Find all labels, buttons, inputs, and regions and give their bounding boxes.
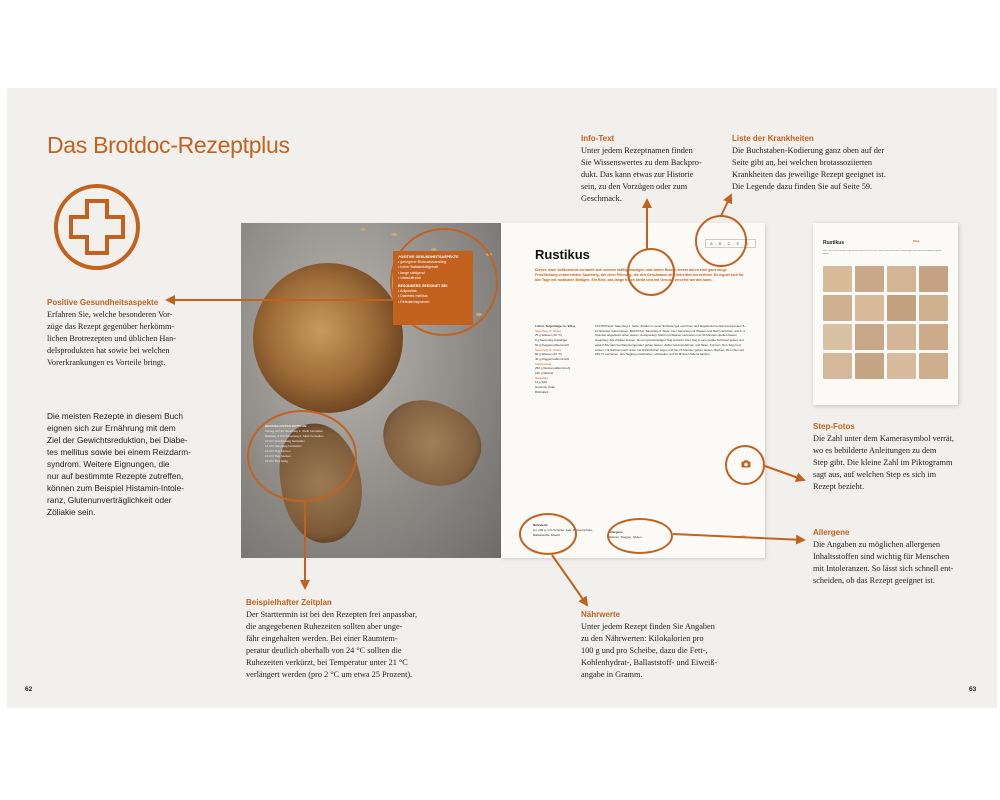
- zeitplan-heading: Beispielhafter Zeitplan: [246, 598, 332, 607]
- info-text-body: Unter jedem Rezeptnamen finden Sie Wissenswertes zu dem Backpro- dukt. Das kann etwas zur Historie sein, zu den Vorzügen oder zum Geschmack.: [581, 146, 702, 203]
- step-page-text: Den Teig zu einer straffen Kugel formen und mit Schluss nach unten in den bemehlten Gärkorb legen. Anschließend abgedeckt gehen lassen.: [823, 250, 942, 255]
- line-allergene: [673, 534, 804, 540]
- recipe-title: Rustikus: [535, 247, 590, 262]
- nutrition-block: Nährwerte pro 100 g / pro Scheibe, Fett, Kohlenhydrate, Ballaststoffe, Eiweiß: [533, 523, 593, 537]
- allergene-body: Die Angaben zu möglichen allergenen Inhaltsstoffen sind wichtig für Menschen mit Intoleranzen. So lässt sich schnell ent- scheiden, ob das Rezept geeignet ist.: [813, 540, 954, 585]
- krankheiten-heading: Liste der Krankheiten: [732, 134, 814, 143]
- naehrwerte-heading: Nährwerte: [581, 610, 621, 619]
- diet-text: Die meisten Rezepte in diesem Buch eignen sich zur Ernährung mit dem Ziel der Gewichtsreduktion, bei Diabe- tes mellitus sowie bei einem Reizdarm- syndrom. Weitere Eignungen, die nur auf bestimmte Rezepte zutreffen, können zum Beispiel Histamin-Intole- ranz, Glutenunverträglichkeit oder Zöliakie sein.: [47, 411, 191, 517]
- book-spread: [7, 88, 997, 708]
- left-page-number: 62: [25, 686, 33, 693]
- step-fotos-body: Die Zahl unter dem Kamerasymbol verrät, wo es bebilderte Anleitungen zu dem Step gibt. Die kleine Zahl im Piktogramm sagt aus, auf welchen Step es sich im Rezept bezieht.: [813, 434, 954, 491]
- info-text-heading: Info-Text: [581, 134, 615, 143]
- recipe-page-number: 63: [741, 535, 745, 539]
- positive-text: Erfahren Sie, welche besonderen Vor- züge das Rezept gegenüber herkömm- lichen Brotrezepten und üblichen Han- delsprodukten hat sowie bei welchen Vorerkrankungen es Vorteile bringt.: [47, 310, 177, 367]
- positive-heading: Positive Gesundheitsaspekte: [47, 298, 159, 307]
- schedule-box: BEISPIELHAFTER ZEITPLAN Vortag, 20 Uhr Sauerteig 1. Stufe herstellen Backtag, 8 Uhr Sauerteig 2. Stufe herstellen 10 Uhr Autolyseteig herstellen 11 Uhr Hauptteig herstellen 13 Uhr Teig formen 14 Uhr Teig backen 15 Uhr Brot fertig: [265, 424, 324, 463]
- page-title: Das Brotdoc-Rezeptplus: [47, 132, 290, 158]
- line-naehrwerte: [552, 555, 587, 605]
- recipe-intro: Dieses reine Vollkornbrot verdankt sich seinem kräftig-würzigen und zarten Bissen einem durch eine ganz lange Frischteilung vorbereiteten Sauerteig, der einer Führung, die den Geschmack des Getreides hervorhebt. Es eignet sich für alle Tage mit rustikalen Belägen. Ein Brot, das lange frisch bleibt und mit Genuss verzehrt werden kann.: [535, 268, 744, 283]
- step-fotos-heading: Step-Fotos: [813, 422, 855, 431]
- health-info-box: POSITIVE GESUNDHEITSASPEKTE • geringerer Blutzuckeranstieg • hoher Ballaststoffgehalt • lange sättigend • vitalstoffreich BESONDERS GEEIGNET BEI • Adipositas • Diabetes mellitus • Reizdarmsyndrom: [393, 251, 473, 325]
- zeitplan-body: Der Starttermin ist bei den Rezepten frei anpassbar, die angegebenen Ruhezeiten sollten aber unge- fähr eingehalten werden. Bei einer Raumtem- peratur deutlich oberhalb von 24 °C sollten die Ruhezeiten verkürzt, bei Temperatur unter 21 °C verlängert werden (pro 2 °C um etwa 25 Prozent).: [246, 610, 418, 679]
- krankheiten-body: Die Buchstaben-Kodierung ganz oben auf der Seite gibt an, bei welchen brotassoziierten Krankheiten das jeweilige Rezept geeignet ist. Die Legende dazu finden Sie auf Seite 59.: [732, 146, 886, 191]
- allergen-block: Allergene Weizen, Roggen, Gluten: [609, 530, 642, 539]
- step-page-title: Rustikus: [823, 240, 845, 246]
- method-text: KONTROLLE: Sauerteig 1. Stufe: Zutaten in einer Schüssel gut verrühren und abgedeckt bei Raumtemperatur 8–10 Stunden reifen lassen. BACKTAG: Sauerteig 2. Stufe: Den Sauerteig mit Wasser und Mehl verrühren und 3–4 Stunden abgedeckt reifen lassen. Autolyseteig: Mehl und Wasser verkneten und 30 Minuten quellen lassen. Hauptteig: Alle Zutaten kneten, bis ein geschmeidiger Teig entsteht. Den Teig in eine geölte Schüssel geben und etwa 2 Stunden bei Raumtemperatur gehen lassen, dabei zweimal dehnen und falten. Formen: Den Teig rund wirken, mit Schluss nach unten ins Gärkörbchen legen und 60–75 Minuten gehen lassen. Backen: Den Ofen auf 250 °C vorheizen, den Teigling einschießen, schwaden und 50 Minuten fallend backen.: [595, 324, 746, 357]
- allergene-heading: Allergene: [813, 528, 850, 537]
- ingredient-list: 1 Brot, Teigeinlage ca. 930 g Sauerteig (1. Stufe) 25 g Wasser (40 °C) 5 g Sauerteig-Anstellgut 50 g Roggenvollkornmehl Sauerteig (2. Stufe) 80 g Wasser (40 °C) 40 g Roggenvollkornmehl Autolyseteig 250 g Weizenvollkornmehl 190 g Wasser Hauptteig 11 g Salz Gesamte Stufe Brühstück: [535, 324, 576, 394]
- connector-lines: [7, 88, 997, 708]
- line-step: [765, 466, 804, 480]
- line-krankheiten: [721, 195, 731, 216]
- disease-codes: A,B,C,E,G: [705, 239, 756, 248]
- naehrwerte-body: Unter jedem Rezept finden Sie Angaben zu den Nährwerten: Kilokalorien pro 100 g und pro Scheibe, dazu die Fett-, Kohlenhydrat-, Ballaststoff- und Eiweiß- angabe in Gramm.: [581, 622, 718, 679]
- step-page-ref: Step: [913, 239, 920, 243]
- right-page-number: 63: [969, 686, 977, 693]
